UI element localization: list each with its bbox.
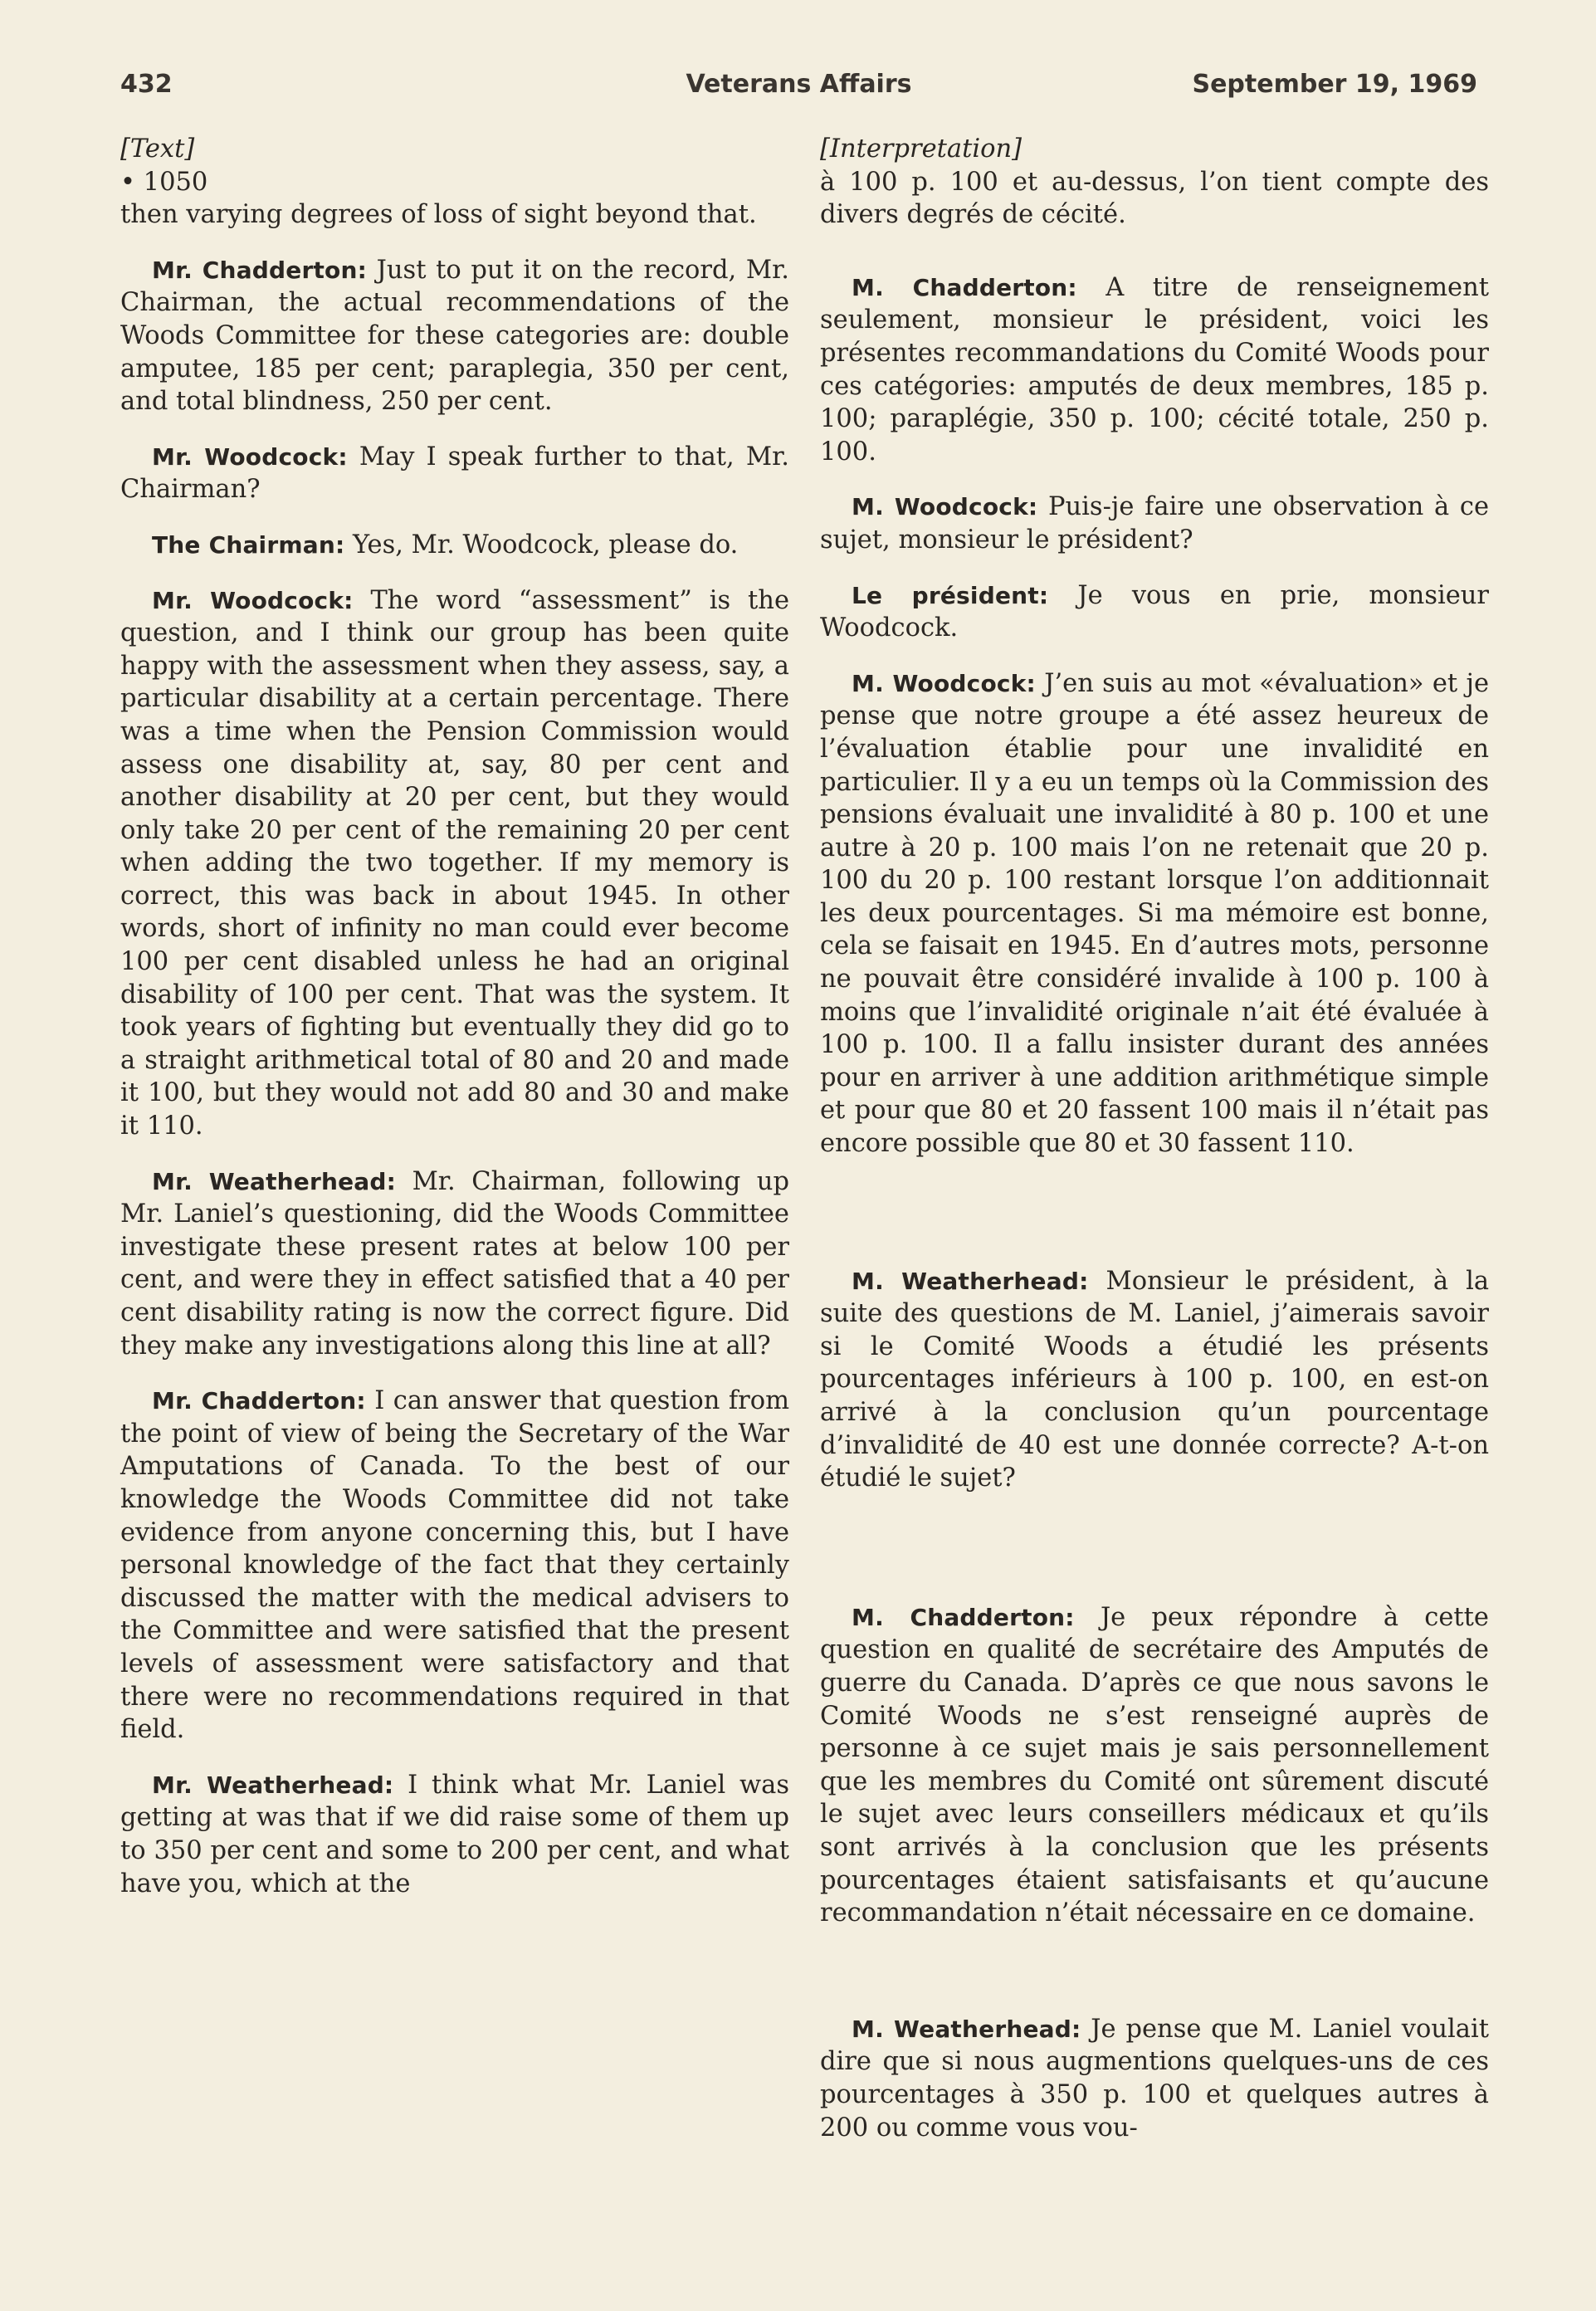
header-date: September 19, 1969 [1192, 70, 1477, 99]
speaker-name: Mr. Weatherhead: [152, 1771, 394, 1799]
speaker-name: Mr. Weatherhead: [152, 1167, 397, 1195]
time-marker: • 1050 [120, 167, 208, 197]
paragraph-chadderton-2 [820, 1601, 1489, 1930]
language-label: [Text] [120, 134, 195, 164]
speaker-name: M. Chadderton: [852, 1603, 1075, 1631]
paragraph-chadderton-1 [820, 271, 1489, 469]
running-title: Veterans Affairs [686, 70, 912, 99]
speech-text: I can answer that question from the point of view of being the Secretary of the War Amputations of Canada. To the best of our knowledge the Woods Committee did not take evidence from anyone concerning this, but I have personal knowledge of the fact that they certainly discussed the matter with the medical advisers to the Committee and were satisfied that the present levels of assessment were satisfactory and that there were no recommendations required in that field. [120, 1386, 789, 1745]
paragraph-weatherhead-1 [120, 1165, 789, 1363]
paragraph-weatherhead-1 [820, 1265, 1489, 1495]
paragraph-weatherhead-2 [120, 1769, 789, 1900]
speech-text: Yes, Mr. Woodcock, please do. [344, 530, 739, 559]
speech-text: J’en suis au mot «évaluation» et je pense que notre groupe a été assez heureux de l’évaluation établie pour une invalidité en particulier. Il y a eu un temps où la Commission des pensions évaluait une invalidité à 80 p. 100 et une autre à 20 p. 100 mais l’on ne retenait que 20 p. 100 du 20 p. 100 restant lorsque l’on additionnait les deux pourcentages. Si ma mémoire est bonne, cela se faisait en 1945. En d’autres mots, personne ne pouvait être considéré invalide à 100 p. 100 à moins que l’invalidité originale n’ait été évaluée à 100 p. 100. Il a fallu insister durant des années pour en arriver à une addition arithmétique simple et pour que 80 et 20 fassent 100 mais il n’était pas encore possible que 80 et 30 fassent 110. [820, 668, 1489, 1159]
paragraph-president-1 [820, 579, 1489, 645]
paragraph-woodcock-1 [820, 491, 1489, 556]
speaker-name: M. Woodcock: [852, 669, 1036, 697]
page-number: 432 [120, 70, 173, 99]
speech-text: Je peux répondre à cette question en qualité de secrétaire des Amputés de guerre du Canada. D’après ce que nous savons le Comité Woods ne s’est renseigné auprès de personne à ce sujet mais je sais personnellement que les membres du Comité ont sûrement discuté le sujet avec leurs conseillers médicaux et qu’ils sont arrivés à la conclusion que les présents pourcentages étaient satisfaisants et qu’aucune recommandation n’était nécessaire en ce domaine. [820, 1602, 1489, 1928]
speech-text: Just to put it on the record, Mr. Chairman, the actual recommendations of the Woods Committee for these categories are: double amputee, 185 per cent; paraplegia, 350 per cent, and total blindness, 250 per cent. [120, 255, 789, 417]
paragraph-weatherhead-2 [820, 2013, 1489, 2144]
speaker-name: Mr. Woodcock: [152, 586, 354, 614]
speech-text: A titre de renseignement seulement, monsieur le président, voici les présentes recommandations du Comité Woods pour ces catégories: amputés de deux membres, 185 p. 100; paraplégie, 350 p. 100; cécité totale, 250 p. 100. [820, 272, 1489, 467]
speaker-name: Le président: [852, 581, 1049, 609]
speech-text: I think what Mr. Laniel was getting at was that if we did raise some of them up to 350 per cent and some to 200 per cent, and what have you, which at the [120, 1770, 789, 1898]
paragraph-woodcock-1 [120, 441, 789, 506]
english-column [120, 133, 789, 1900]
speech-text: Puis-je faire une observation à ce sujet, monsieur le président? [820, 492, 1489, 555]
speech-text: Mr. Chairman, following up Mr. Laniel’s questioning, did the Woods Committee investigate these present rates at below 100 per cent, and were they in effect satisfied that a 40 per cent disability rating is now the correct figure. Did they make any investigations along this line at all? [120, 1166, 789, 1361]
speaker-name: M. Weatherhead: [852, 2015, 1081, 2043]
french-column [820, 133, 1489, 2144]
speech-text: Monsieur le président, à la suite des questions de M. Laniel, j’aimerais savoir si le Comité Woods a étudié les présents pourcentages inférieurs à 100 p. 100, en est-on arrivé à la conclusion qu’un pourcentage d’invalidité de 40 est une donnée correcte? A-t-on étudié le sujet? [820, 1266, 1490, 1493]
speech-text: Je pense que M. Laniel voulait dire que si nous augmentions quelques-uns de ces pourcentages à 350 p. 100 et quelques autres à 200 ou comme vous vou- [820, 2014, 1489, 2142]
paragraph-chadderton-1 [120, 254, 789, 418]
speech-text: May I speak further to that, Mr. Chairman? [120, 442, 789, 505]
intro-paragraph: then varying degrees of loss of sight beyond that. [120, 200, 757, 230]
paragraph-woodcock-2 [120, 584, 789, 1143]
speaker-name: Mr. Woodcock: [152, 442, 348, 471]
speaker-name: Mr. Chadderton: [152, 1387, 366, 1415]
paragraph-chairman-1 [120, 529, 789, 562]
page-header [120, 70, 1477, 111]
intro-paragraph: à 100 p. 100 et au-dessus, l’on tient compte des divers degrés de cécité. [820, 167, 1489, 230]
paragraph-woodcock-2 [820, 667, 1489, 1160]
language-label: [Interpretation] [820, 134, 1022, 164]
speech-text: The word “assessment” is the question, and I think our group has been quite happy with the assessment when they assess, say, a particular disability at a certain percentage. There was a time when the Pension Commission would assess one disability at, say, 80 per cent and another disability at 20 per cent, but they would only take 20 per cent of the remaining 20 per cent when adding the two together. If my memory is correct, this was back in about 1945. In other words, short of infinity no man could ever become 100 per cent disabled unless he had an original disability of 100 per cent. That was the system. It took years of fighting but eventually they did go to a straight arithmetical total of 80 and 20 and made it 100, but they would not add 80 and 30 and make it 110. [120, 585, 789, 1141]
speaker-name: M. Chadderton: [852, 273, 1077, 301]
speaker-name: The Chairman: [152, 530, 345, 559]
paragraph-chadderton-2 [120, 1385, 789, 1747]
speaker-name: M. Woodcock: [852, 493, 1038, 521]
speaker-name: Mr. Chadderton: [152, 256, 368, 284]
speaker-name: M. Weatherhead: [852, 1267, 1089, 1295]
speech-text: Je vous en prie, monsieur Woodcock. [820, 580, 1489, 643]
